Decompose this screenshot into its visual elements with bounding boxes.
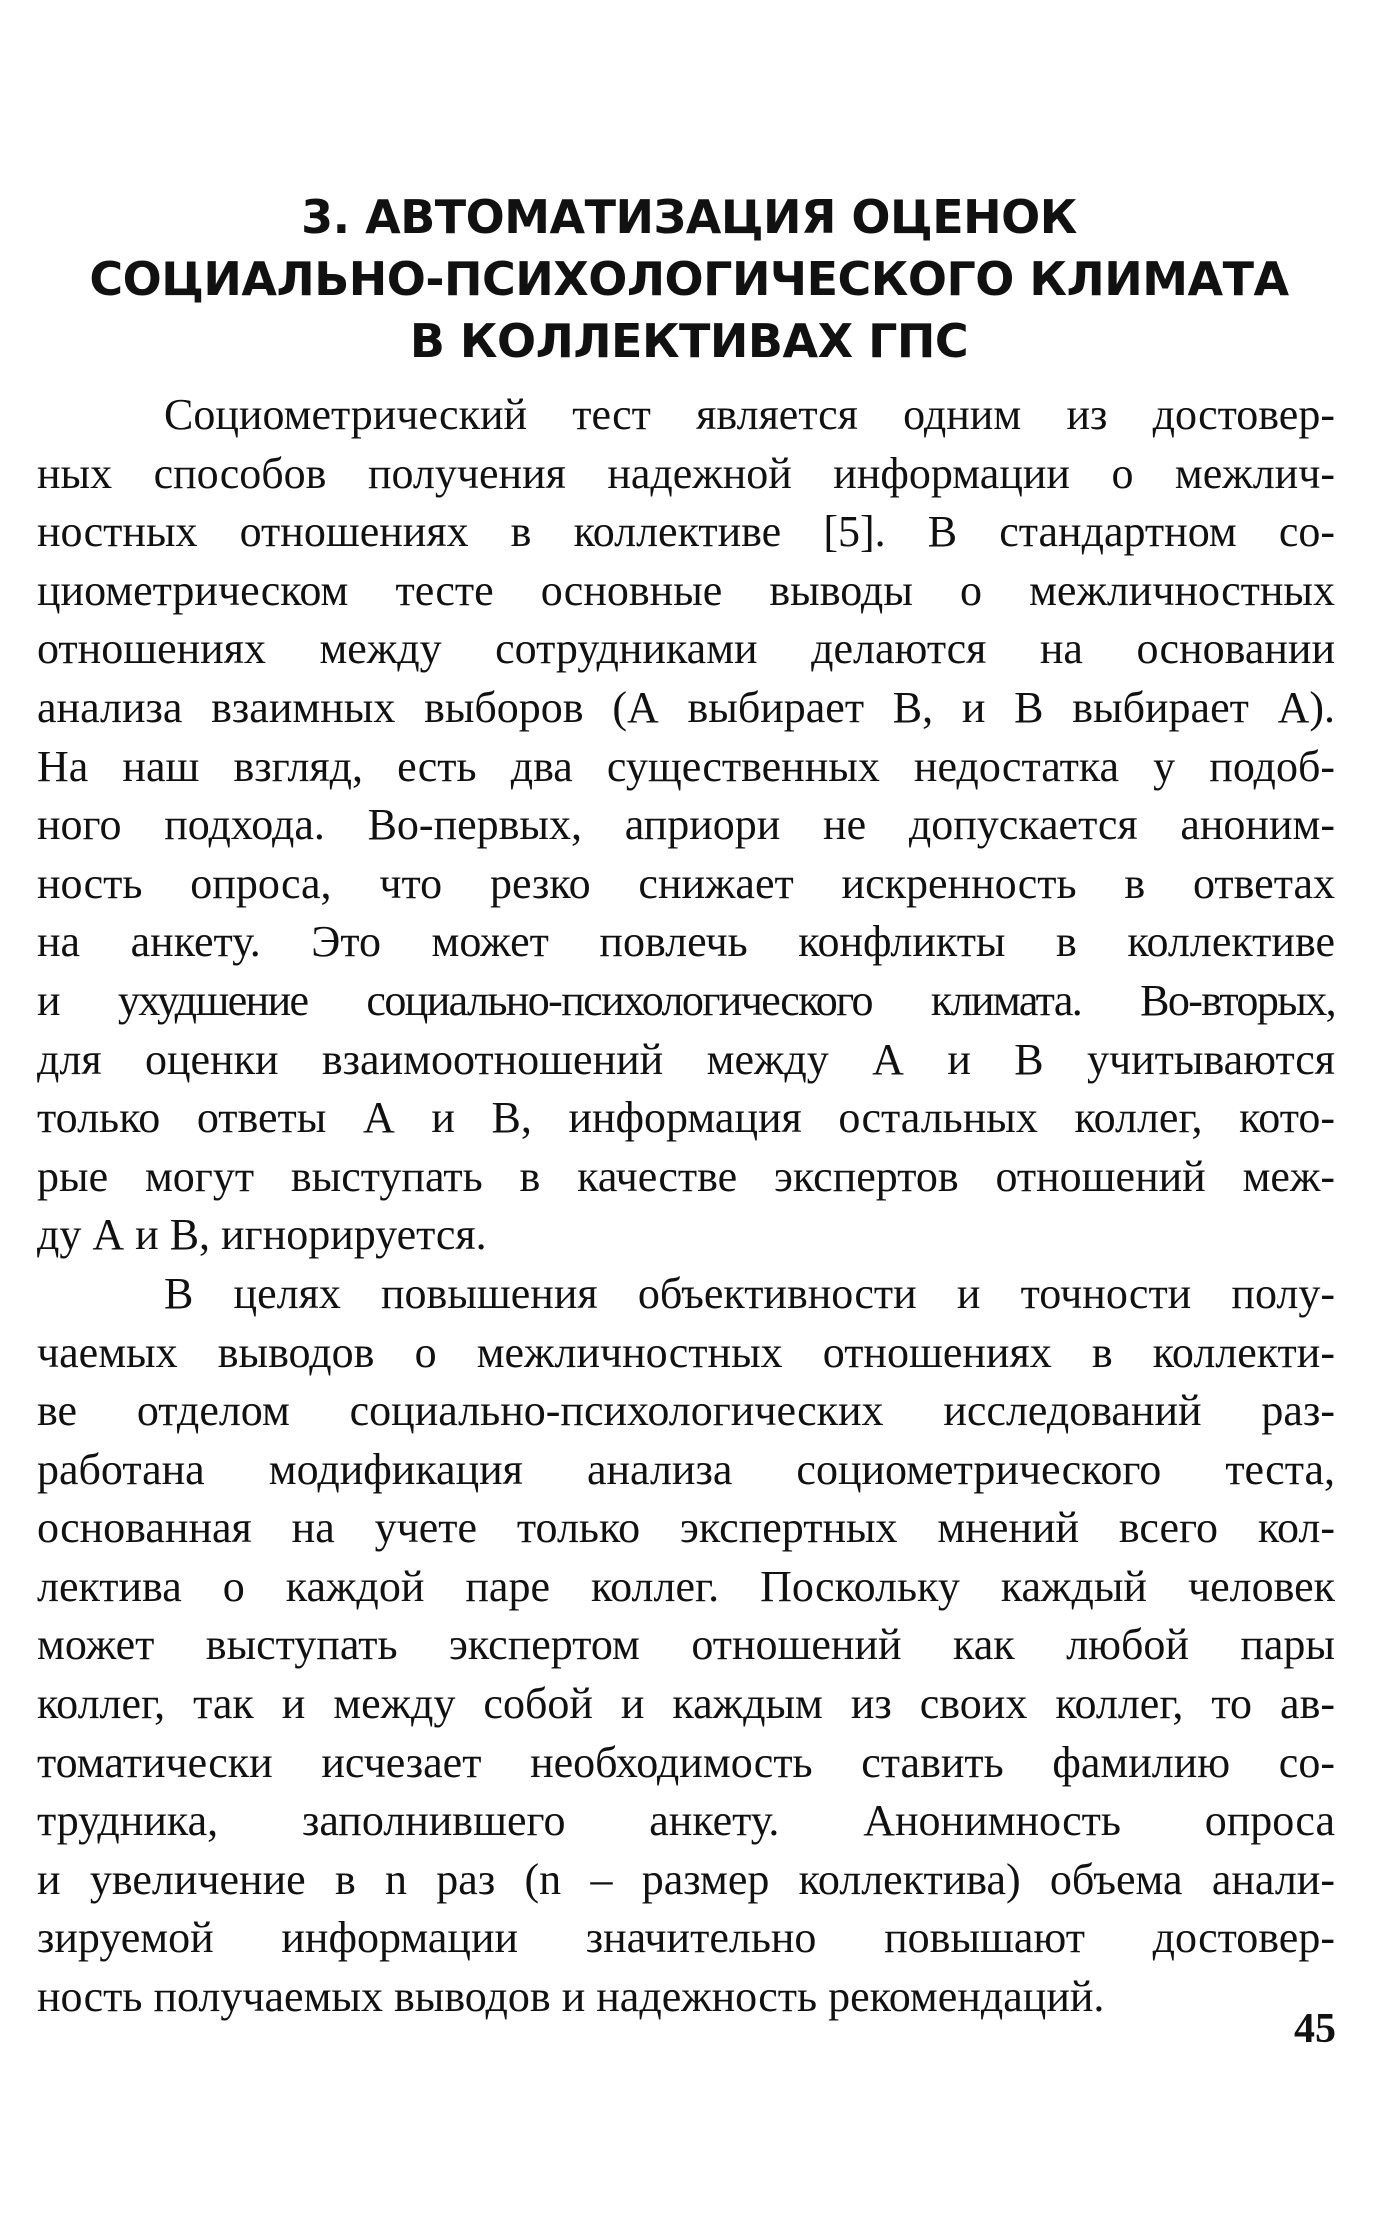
text-line: анализа взаимных выборов (А выбирает В, и В выбирает А).	[37, 682, 1335, 732]
text-line: ностных отношениях в коллективе [5]. В стандартном со-	[37, 507, 1335, 557]
text-line: основанная на учете только экспертных мнений всего кол-	[37, 1503, 1335, 1553]
heading-line: 3. АВТОМАТИЗАЦИЯ ОЦЕНОК	[301, 190, 1077, 244]
text-line: и ухудшение социально-психологического климата. Во-вторых,	[37, 975, 1335, 1025]
text-line: ду А и В, игнорируется.	[37, 1210, 487, 1260]
text-line: и увеличение в n раз (n – размер коллектива) объема анали-	[37, 1854, 1335, 1904]
text-line: циометрическом тесте основные выводы о межличностных	[37, 565, 1335, 615]
text-line: для оценки взаимоотношений между А и В учитываются	[37, 1034, 1335, 1084]
text-line: чаемых выводов о межличностных отношениях в коллекти-	[37, 1327, 1335, 1377]
text-line: ве отделом социально-психологических исследований раз-	[37, 1386, 1335, 1436]
text-line: коллег, так и между собой и каждым из своих коллег, то ав-	[37, 1679, 1335, 1729]
body-text	[37, 386, 1335, 2027]
section-heading	[60, 186, 1318, 372]
text-line: зируемой информации значительно повышают достовер-	[37, 1913, 1335, 1963]
text-line: отношениях между сотрудниками делаются на основании	[37, 624, 1335, 674]
text-line: трудника, заполнившего анкету. Анонимность опроса	[37, 1796, 1335, 1846]
text-line: В целях повышения объективности и точности полу-	[164, 1268, 1335, 1318]
text-line: работана модификация анализа социометрического теста,	[37, 1444, 1335, 1494]
text-line: На наш взгляд, есть два существенных недостатка у подоб-	[37, 741, 1335, 791]
text-line: ного подхода. Во-первых, априори не допускается аноним-	[37, 800, 1335, 850]
text-line: ность получаемых выводов и надежность рекомендаций.	[37, 1972, 1105, 2022]
text-line: только ответы А и В, информация остальных коллег, кото-	[37, 1093, 1335, 1143]
paragraph-2	[37, 1265, 1335, 2027]
text-line: ность опроса, что резко снижает искренность в ответах	[37, 858, 1335, 908]
text-line: Социометрический тест является одним из достовер-	[164, 390, 1335, 439]
text-line: ных способов получения надежной информации о межлич-	[37, 448, 1335, 498]
heading-line: СОЦИАЛЬНО-ПСИХОЛОГИЧЕСКОГО КЛИМАТА	[89, 252, 1289, 306]
text-line: лектива о каждой паре коллег. Поскольку каждый человек	[37, 1561, 1335, 1611]
heading-line: В КОЛЛЕКТИВАХ ГПС	[409, 314, 969, 368]
paragraph-1	[37, 386, 1335, 1265]
text-line: рые могут выступать в качестве экспертов отношений меж-	[37, 1151, 1335, 1201]
text-line: томатически исчезает необходимость ставить фамилию со-	[37, 1737, 1335, 1787]
text-line: на анкету. Это может повлечь конфликты в коллективе	[37, 917, 1335, 967]
text-line: может выступать экспертом отношений как любой пары	[37, 1620, 1335, 1670]
page-number: 45	[1294, 2006, 1336, 2052]
